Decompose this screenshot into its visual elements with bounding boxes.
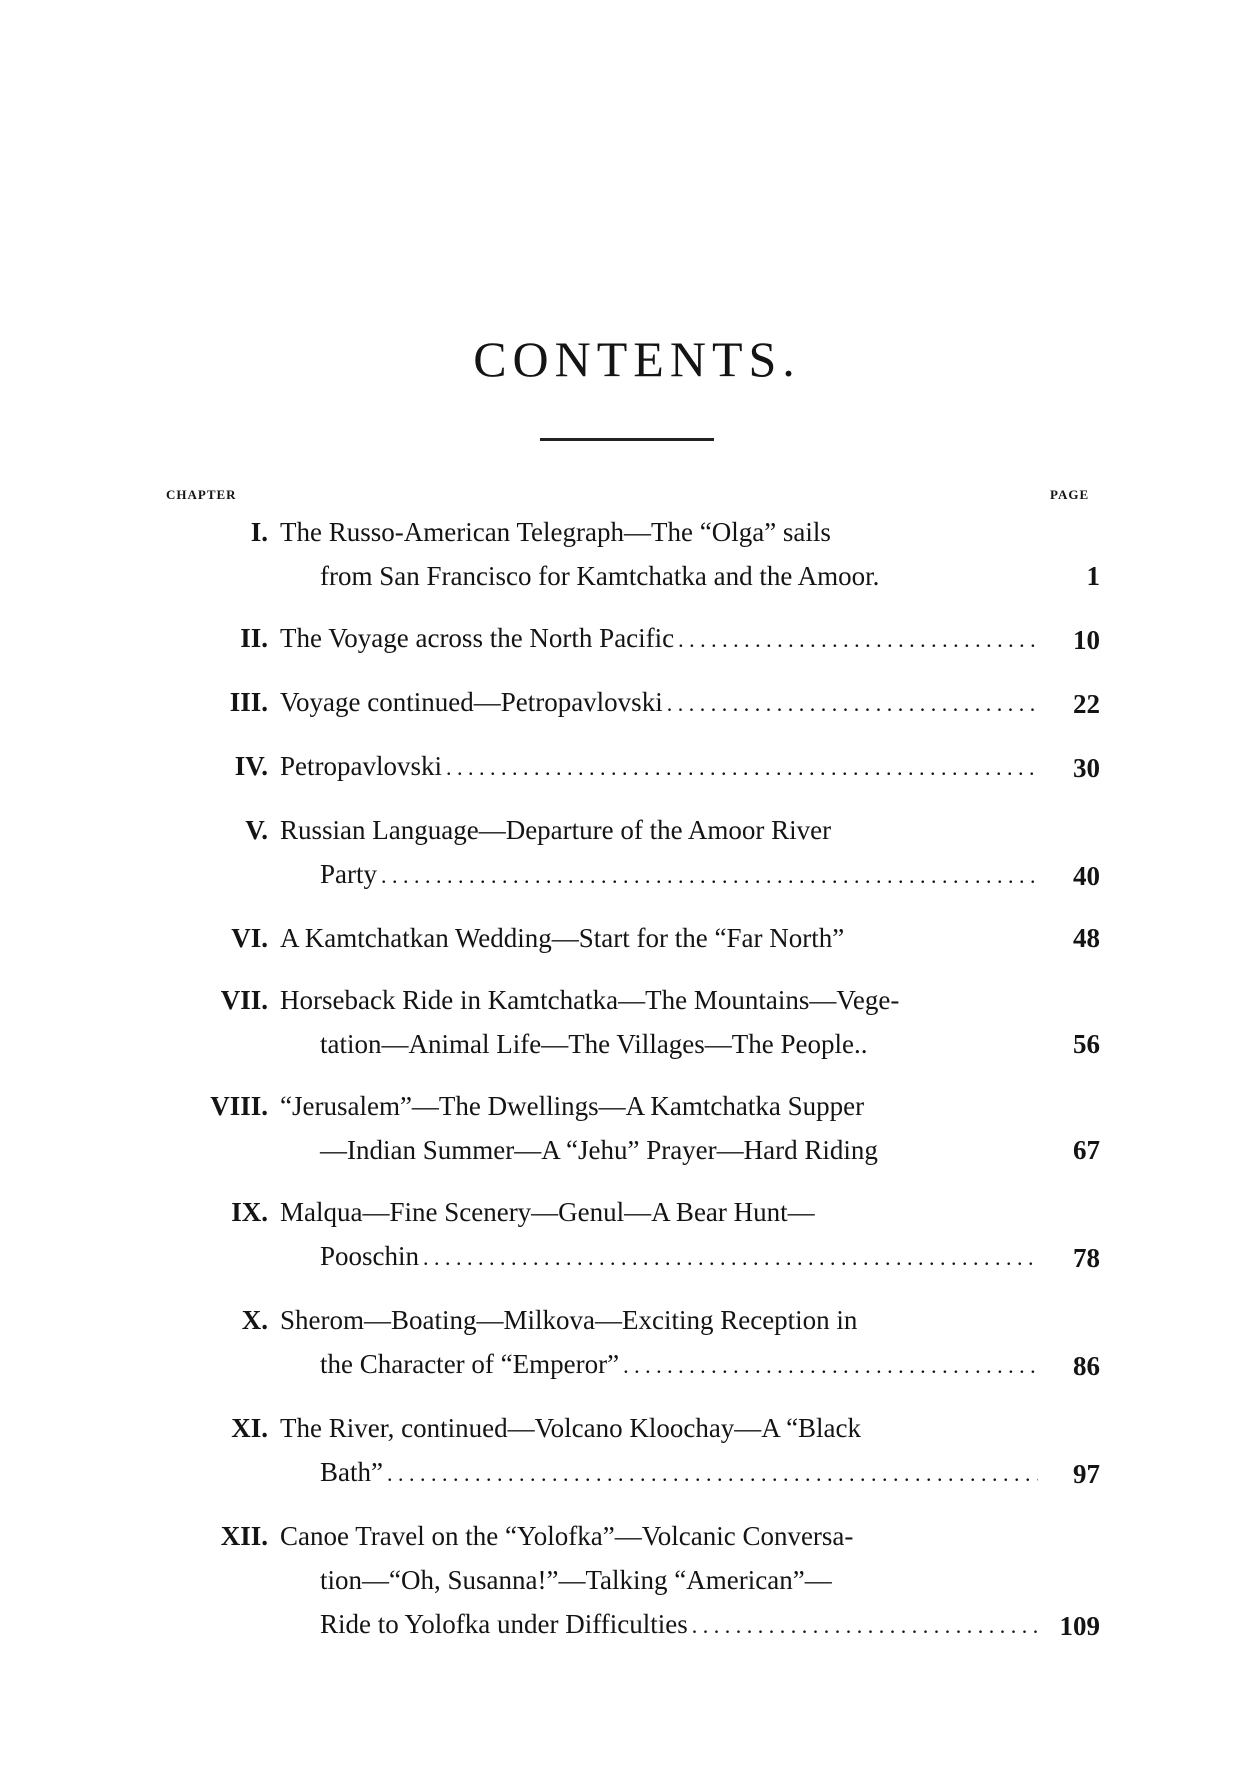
chapter-title [280,1406,1038,1496]
toc-entry-1 [150,510,1100,598]
chapter-title-line: The River, continued—Volcano Kloochay—A “Black [280,1413,862,1443]
chapter-column-header: CHAPTER [166,487,237,502]
chapter-title-line: Malqua—Fine Scenery—Genul—A Bear Hunt— [280,1197,815,1227]
chapter-title [280,1514,1038,1648]
dot-leader [423,1234,1038,1280]
toc-entry-11 [150,1406,1100,1496]
page-number: 78 [1073,1243,1100,1273]
chapter-number: II. [240,623,268,653]
toc-entry-3 [150,680,1100,726]
page-column-header: PAGE [1050,487,1090,502]
page-number: 40 [1073,861,1100,891]
chapter-title-line: Canoe Travel on the “Yolofka”—Volcanic Conversa- [280,1521,854,1551]
chapter-title-line: Russian Language—Departure of the Amoor River [280,815,832,845]
chapter-number: VIII. [210,1091,268,1121]
chapter-title-line: Pooschin [320,1241,420,1271]
page-number: 67 [1073,1135,1100,1165]
dot-leader [623,1342,1038,1388]
chapter-number: X. [241,1305,268,1335]
chapter-title-line: from San Francisco for Kamtchatka and the Amoor. [320,561,880,591]
chapter-number: VII. [220,985,268,1015]
page-number: 56 [1073,1029,1100,1059]
page-number: 1 [1086,561,1100,591]
dot-leader [678,616,1038,662]
chapter-title [280,808,1038,898]
chapter-number: VI. [231,923,268,953]
chapter-title-line: Ride to Yolofka under Difficulties [320,1609,688,1639]
chapter-number: IV. [234,751,268,781]
chapter-title-line: Voyage continued—Petropavlovski [280,687,663,717]
toc-entry-6 [150,916,1100,960]
chapter-title-line: A Kamtchatkan Wedding—Start for the “Far North” [280,923,845,953]
chapter-number: IX. [231,1197,268,1227]
table-of-contents [150,510,1100,1666]
dot-leader [387,1450,1038,1496]
chapter-title-line: the Character of “Emperor” [320,1349,620,1379]
chapter-title-line: tation—Animal Life—The Villages—The People.. [320,1029,868,1059]
chapter-title [280,1084,1038,1172]
chapter-number: III. [229,687,268,717]
chapter-title-line: The Russo-American Telegraph—The “Olga” sails [280,517,831,547]
toc-entry-8 [150,1084,1100,1172]
page-number: 22 [1073,689,1100,719]
chapter-number: XI. [231,1413,268,1443]
page-number: 86 [1073,1351,1100,1381]
toc-entry-4 [150,744,1100,790]
toc-entry-2 [150,616,1100,662]
dot-leader [667,680,1038,726]
toc-entry-12 [150,1514,1100,1648]
chapter-title-line: Petropavlovski [280,751,442,781]
page-number: 30 [1073,753,1100,783]
chapter-title-line: The Voyage across the North Pacific [280,623,675,653]
chapter-title [280,744,1038,790]
chapter-title-line: Party [320,859,377,889]
chapter-title [280,1298,1038,1388]
chapter-title [280,978,1038,1066]
dot-leader [446,744,1038,790]
page-title: CONTENTS. [473,331,801,387]
chapter-title [280,510,1038,598]
chapter-title [280,616,1038,662]
toc-entry-7 [150,978,1100,1066]
chapter-title [280,916,1038,960]
chapter-number: I. [250,517,268,547]
dot-leader [692,1602,1038,1648]
chapter-title-line: —Indian Summer—A “Jehu” Prayer—Hard Riding [320,1135,878,1165]
page-number: 48 [1073,923,1100,953]
chapter-title-line: tion—“Oh, Susanna!”—Talking “American”— [320,1565,832,1595]
chapter-title-line: Bath” [320,1457,383,1487]
toc-entry-9 [150,1190,1100,1280]
chapter-number: XII. [220,1521,268,1551]
chapter-title-line: Horseback Ride in Kamtchatka—The Mountains—Vege- [280,985,900,1015]
page-number: 97 [1073,1459,1100,1489]
chapter-title [280,1190,1038,1280]
page-number: 109 [1059,1611,1100,1641]
toc-entry-10 [150,1298,1100,1388]
title-rule [540,438,714,441]
chapter-number: V. [245,815,268,845]
chapter-title-line: “Jerusalem”—The Dwellings—A Kamtchatka Supper [280,1091,865,1121]
chapter-title-line: Sherom—Boating—Milkova—Exciting Reception in [280,1305,858,1335]
chapter-title [280,680,1038,726]
dot-leader [381,852,1038,898]
toc-entry-5 [150,808,1100,898]
page-number: 10 [1073,625,1100,655]
